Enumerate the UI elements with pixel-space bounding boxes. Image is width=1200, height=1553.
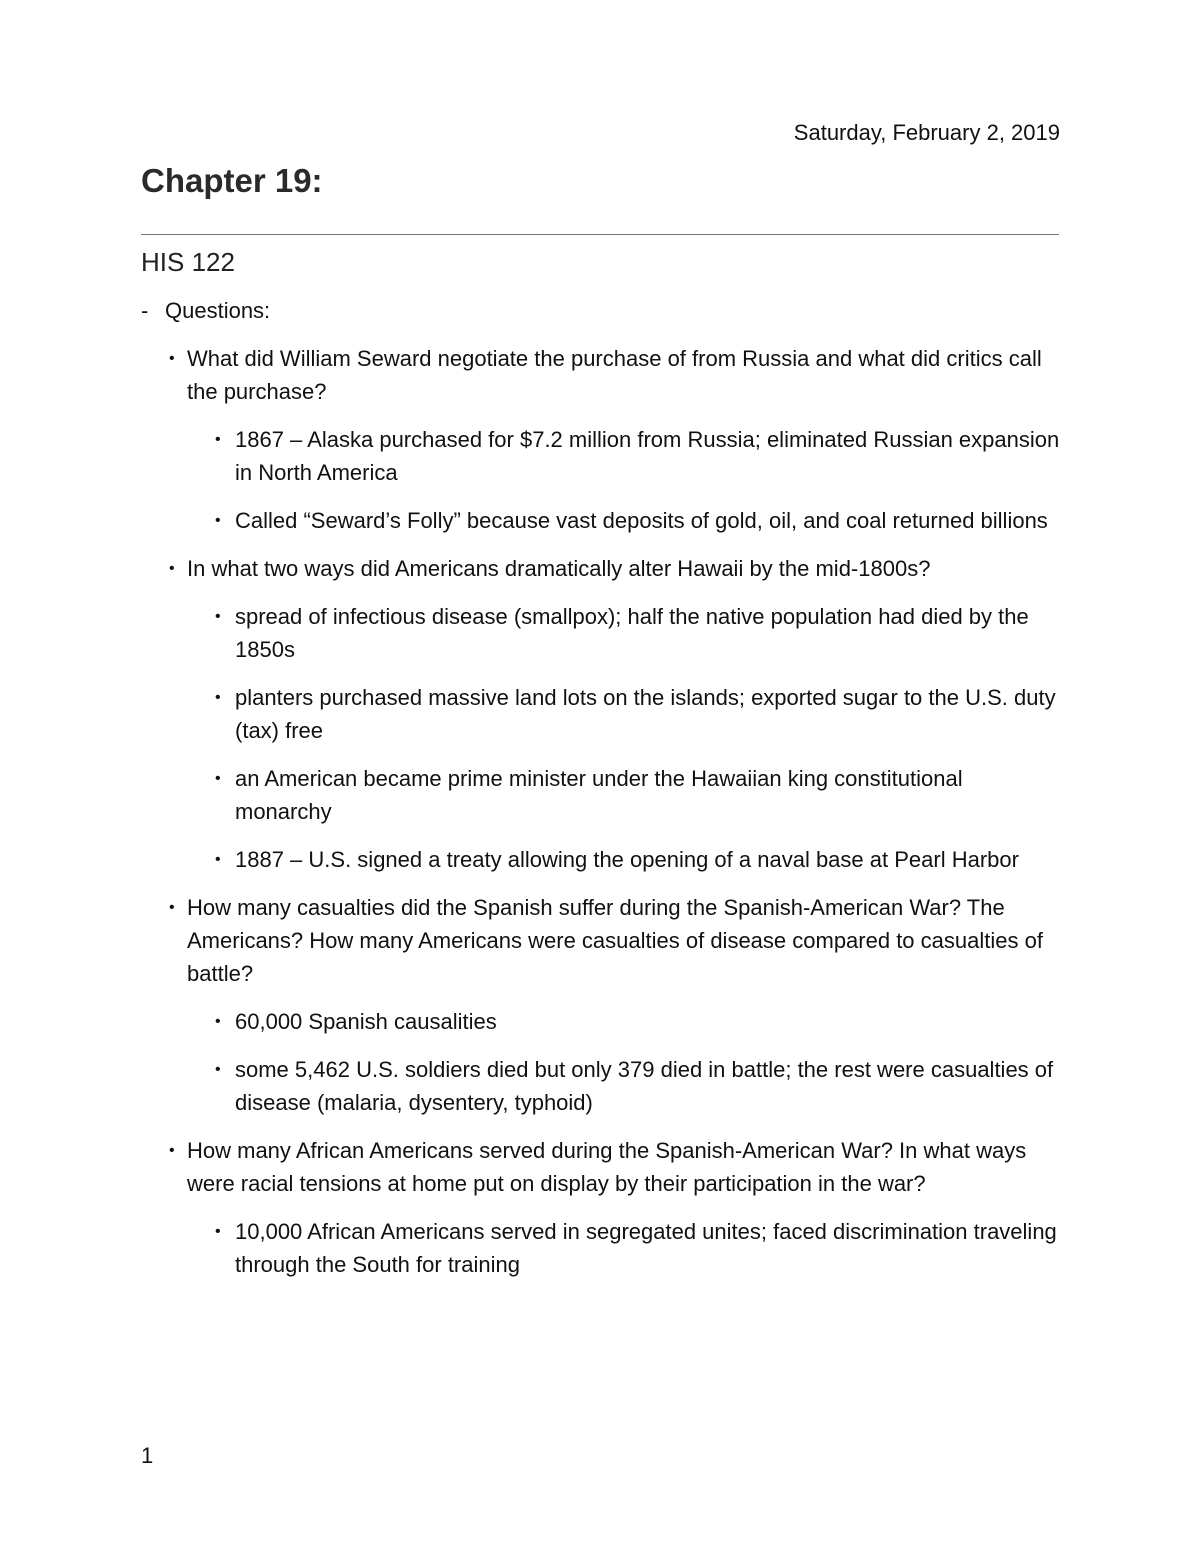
- answer-item: [187, 504, 1061, 537]
- bullet-icon: •: [169, 560, 175, 577]
- question-item: [141, 891, 1061, 1119]
- bullet-icon: •: [169, 899, 175, 916]
- answer-list: [187, 1005, 1061, 1119]
- answer-list: [187, 423, 1061, 537]
- question-list: [141, 342, 1061, 1296]
- page-number: 1: [141, 1443, 154, 1468]
- answer-text: spread of infectious disease (smallpox); half the native population had died by the 1850s: [235, 604, 1029, 662]
- question-text: How many African Americans served during the Spanish-American War? In what ways were racial tensions at home put on display by their participation in the war?: [187, 1138, 1027, 1196]
- bullet-icon: •: [215, 608, 221, 625]
- bullet-icon: •: [169, 350, 175, 367]
- page-title: Chapter 19:: [141, 162, 323, 199]
- bullet-icon: •: [215, 770, 221, 787]
- bullet-icon: •: [215, 431, 221, 448]
- questions-heading: [141, 297, 270, 325]
- answer-text: 1887 – U.S. signed a treaty allowing the opening of a naval base at Pearl Harbor: [235, 847, 1019, 872]
- answer-item: [187, 423, 1061, 489]
- answer-text: 1867 – Alaska purchased for $7.2 million from Russia; eliminated Russian expansion in North America: [235, 427, 1060, 485]
- question-item: [141, 1134, 1061, 1281]
- answer-item: [187, 843, 1061, 876]
- answer-item: [187, 1053, 1061, 1119]
- course-code: HIS 122: [141, 247, 235, 277]
- question-text: What did William Seward negotiate the purchase of from Russia and what did critics call the purchase?: [187, 346, 1042, 404]
- question-item: [141, 342, 1061, 537]
- answer-list: [187, 600, 1061, 876]
- bullet-icon: •: [215, 1061, 221, 1078]
- question-item: [141, 552, 1061, 876]
- bullet-icon: •: [215, 1013, 221, 1030]
- dash-bullet: -: [141, 298, 149, 323]
- document-date: Saturday, February 2, 2019: [793, 120, 1060, 145]
- answer-item: [187, 600, 1061, 666]
- answer-text: 60,000 Spanish causalities: [235, 1009, 497, 1034]
- answer-text: 10,000 African Americans served in segregated unites; faced discrimination traveling through the South for training: [235, 1219, 1057, 1277]
- bullet-icon: •: [215, 689, 221, 706]
- answer-text: an American became prime minister under the Hawaiian king constitutional monarchy: [235, 766, 963, 824]
- answer-item: [187, 1215, 1061, 1281]
- answer-list: [187, 1215, 1061, 1281]
- question-text: How many casualties did the Spanish suffer during the Spanish-American War? The Americans? How many Americans were casualties of disease compared to casualties of battle?: [187, 895, 1043, 986]
- bullet-icon: •: [215, 851, 221, 868]
- bullet-icon: •: [215, 1223, 221, 1240]
- answer-item: [187, 681, 1061, 747]
- answer-text: Called “Seward’s Folly” because vast deposits of gold, oil, and coal returned billions: [235, 508, 1048, 533]
- answer-item: [187, 762, 1061, 828]
- answer-text: planters purchased massive land lots on the islands; exported sugar to the U.S. duty (tax) free: [235, 685, 1056, 743]
- question-text: In what two ways did Americans dramatically alter Hawaii by the mid-1800s?: [187, 556, 931, 581]
- answer-text: some 5,462 U.S. soldiers died but only 379 died in battle; the rest were casualties of disease (malaria, dysentery, typhoid): [235, 1057, 1054, 1115]
- bullet-icon: •: [169, 1142, 175, 1159]
- bullet-icon: •: [215, 512, 221, 529]
- questions-label: Questions:: [165, 298, 271, 323]
- title-divider: [141, 234, 1059, 235]
- answer-item: [187, 1005, 1061, 1038]
